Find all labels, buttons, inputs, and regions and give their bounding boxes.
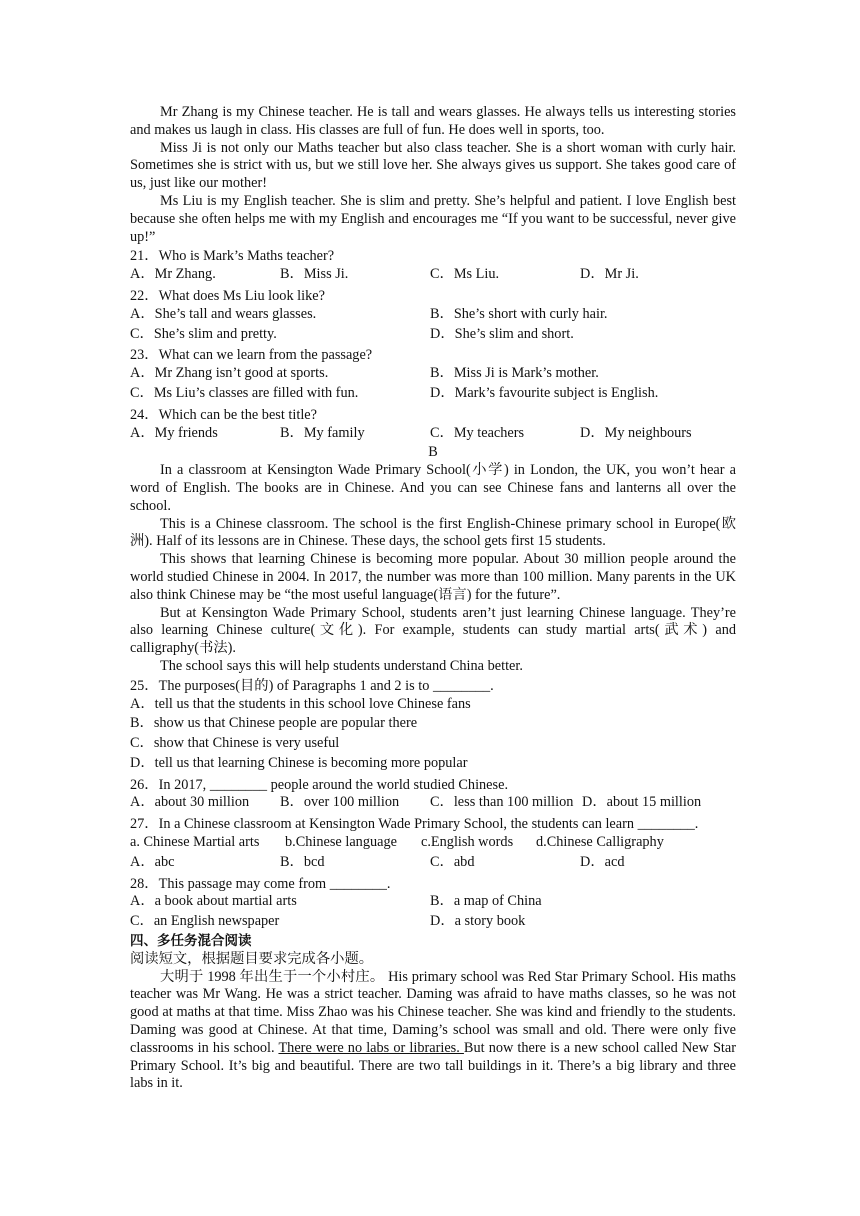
question-26 — [130, 777, 736, 815]
paragraph: But at Kensington Wade Primary School, students aren’t just learning Chinese language. They’re also learning Chinese culture(文化). For example, students can study martial arts(武术) and calligraphy(书法). — [130, 604, 736, 657]
choice-item: d.Chinese Calligraphy — [536, 834, 664, 851]
option-a: A．a book about martial arts — [130, 893, 297, 910]
question-text: 28．This passage may come from ________. — [130, 875, 391, 892]
option-c: C．an English newspaper — [130, 913, 280, 930]
option-c: C．She’s slim and pretty. — [130, 325, 277, 342]
section-b-label: B — [428, 444, 438, 461]
option-d: D．Mr Ji. — [580, 266, 639, 283]
option-a: A．Mr Zhang isn’t good at sports. — [130, 365, 329, 382]
option-c: C．less than 100 million — [430, 794, 574, 811]
option-a: A．tell us that the students in this school love Chinese fans — [130, 695, 471, 712]
document-page — [130, 104, 736, 1093]
option-d: D．acd — [580, 853, 625, 870]
option-c: C．Ms Liu’s classes are filled with fun. — [130, 384, 359, 401]
option-c: C．abd — [430, 853, 475, 870]
passage-a — [130, 104, 736, 246]
option-d: D．about 15 million — [582, 794, 702, 811]
option-b: B．a map of China — [430, 893, 542, 910]
option-a: A．about 30 million — [130, 794, 250, 811]
option-b: B．Miss Ji. — [280, 266, 349, 283]
option-d: D．tell us that learning Chinese is becoming more popular — [130, 754, 468, 771]
question-27 — [130, 816, 736, 873]
option-c: C．My teachers — [430, 424, 525, 441]
paragraph-text: But now there is a new school called New Star Primary School. It’s big and beautiful. There are two tall buildings in it. There’s a big library and three labs in it. — [130, 1039, 737, 1092]
question-text: 25．The purposes(目的) of Paragraphs 1 and 2 is to ________. — [130, 677, 494, 694]
section-heading: 四、多任务混合阅读 — [130, 933, 252, 950]
question-text: 27．In a Chinese classroom at Kensington Wade Primary School, the students can learn ________. — [130, 816, 699, 833]
option-d: D．My neighbours — [580, 424, 692, 441]
question-text: 26．In 2017, ________ people around the world studied Chinese. — [130, 776, 509, 793]
option-b: B．My family — [280, 424, 365, 441]
option-d: D．She’s slim and short. — [430, 325, 574, 342]
paragraph-text: 大明于 1998 年出生于一个小村庄。 His primary school was Red Star Primary School. His maths teacher was Mr Wang. He was a strict teacher. Daming was afraid to have maths classes, so he was not good at maths at that time. Miss Zhao was his Chinese teacher. She was kind and friendly to the students. Daming was good at Chinese. At that time, Daming’s school was small and old. There were only five classrooms in his school. — [130, 968, 736, 1056]
question-25 — [130, 678, 736, 775]
option-d: D．a story book — [430, 913, 526, 930]
option-a: A．abc — [130, 853, 175, 870]
option-d: D．Mark’s favourite subject is English. — [430, 384, 659, 401]
option-b: B．She’s short with curly hair. — [430, 305, 608, 322]
passage-b — [130, 462, 736, 676]
option-c: C．Ms Liu. — [430, 266, 500, 283]
option-a: A．Mr Zhang. — [130, 266, 216, 283]
paragraph: In a classroom at Kensington Wade Primary School(小学) in London, the UK, you won’t hear a word of English. The books are in Chinese. And you can see Chinese fans and lanterns all over the school. — [130, 462, 736, 514]
option-b: B．show us that Chinese people are popular there — [130, 715, 418, 732]
question-28 — [130, 876, 736, 933]
paragraph — [130, 969, 736, 1094]
paragraph: Ms Liu is my English teacher. She is slim and pretty. She’s helpful and patient. I love English best because she often helps me with my English and encourages me “If you want to be successful, never give up!” — [130, 192, 736, 245]
choice-item: b.Chinese language — [285, 834, 397, 851]
question-text: 24．Which can be the best title? — [130, 406, 317, 423]
question-text: 22．What does Ms Liu look like? — [130, 287, 325, 304]
paragraph: This shows that learning Chinese is becoming more popular. About 30 million people around the world studied Chinese in 2004. In 2017, the number was more than 100 million. Many parents in the UK also think Chinese may be “the most useful language(语言) for the future”. — [130, 551, 736, 603]
question-text: 21．Who is Mark’s Maths teacher? — [130, 248, 335, 265]
option-b: B．bcd — [280, 853, 325, 870]
option-a: A．My friends — [130, 424, 218, 441]
question-22 — [130, 288, 736, 345]
question-text: 23．What can we learn from the passage? — [130, 347, 373, 364]
underlined-sentence: There were no labs or libraries. — [278, 1039, 464, 1056]
option-a: A．She’s tall and wears glasses. — [130, 305, 317, 322]
option-b: B．over 100 million — [280, 794, 400, 811]
paragraph: Mr Zhang is my Chinese teacher. He is tall and wears glasses. He always tells us interesting stories and makes us laugh in class. His classes are full of fun. He does well in sports, too. — [130, 104, 736, 138]
option-b: B．Miss Ji is Mark’s mother. — [430, 365, 599, 382]
question-24 — [130, 407, 736, 445]
option-c: C．show that Chinese is very useful — [130, 735, 340, 752]
choice-item: a. Chinese Martial arts — [130, 834, 260, 851]
instruction-text: 阅读短文，根据题目要求完成各小题。 — [130, 950, 374, 967]
question-23 — [130, 347, 736, 404]
paragraph: Miss Ji is not only our Maths teacher but also class teacher. She is a short woman with curly hair. Sometimes she is strict with us, but we still love her. She always gives us support. She takes good care of us, just like our mother! — [130, 139, 736, 192]
paragraph: The school says this will help students understand China better. — [160, 657, 523, 674]
choice-item: c.English words — [421, 834, 514, 851]
paragraph: This is a Chinese classroom. The school is the first English-Chinese primary school in Europe(欧洲). Half of its lessons are in Chinese. These days, the school gets first 15 students. — [130, 515, 736, 550]
question-21 — [130, 248, 736, 286]
